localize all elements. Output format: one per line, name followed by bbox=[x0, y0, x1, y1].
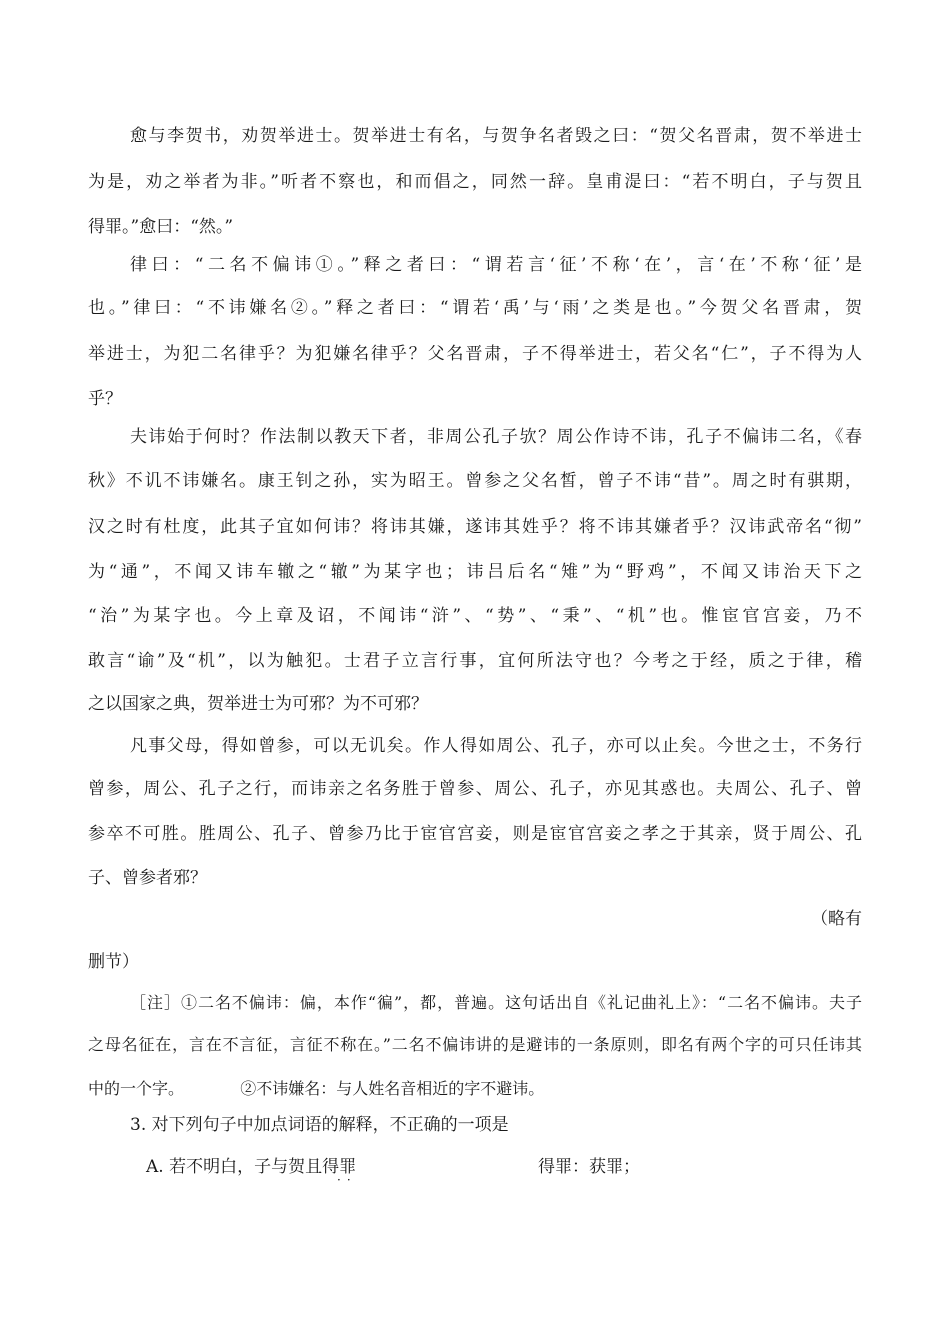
abridged-note-part-2: 删节） bbox=[88, 952, 139, 972]
paragraph-2-line-3: 举进士，为犯二名律乎？为犯嫌名律乎？父名晋肃，子不得举进士，若父名“仁”，子不得为人 bbox=[88, 344, 862, 364]
emphasis-dots: ·· bbox=[337, 1173, 357, 1187]
paragraph-3-line-2: 秋》不讥不讳嫌名。康王钊之孙，实为昭王。曾参之父名皙，曾子不讳“昔”。周之时有骐期， bbox=[88, 471, 862, 491]
paragraph-3-line-7: 之以国家之典，贺举进士为可邪？为不可邪？ bbox=[88, 694, 428, 714]
paragraph-4-line-3: 参卒不可胜。胜周公、孔子、曾参乃比于宦官宫妾，则是宦官宫妾之孝之于其亲，贤于周公、孔 bbox=[88, 824, 862, 844]
question-option-a-gloss: 得罪：获罪； bbox=[538, 1157, 640, 1177]
paragraph-2-line-4: 乎？ bbox=[88, 389, 122, 409]
paragraph-4-line-2: 曾参，周公、孔子之行，而讳亲之名务胜于曾参、周公、孔子，亦见其惑也。夫周公、孔子、曾 bbox=[88, 779, 862, 799]
paragraph-4-line-4: 子、曾参者邪？ bbox=[88, 868, 207, 888]
question-option-a-sentence: A. 若不明白，子与贺且得罪 bbox=[146, 1157, 357, 1177]
paragraph-3-line-3: 汉之时有杜度，此其子宜如何讳？将讳其嫌，遂讳其姓乎？将不讳其嫌者乎？汉讳武帝名“彻” bbox=[88, 517, 862, 537]
paragraph-4-line-1: 凡事父母，得如曾参，可以无讥矣。作人得如周公、孔子，亦可以止矣。今世之士，不务行 bbox=[130, 736, 862, 756]
annotation-line-2: 之母名征在，言在不言征，言征不称在。”二名不偏讳讲的是避讳的一条原则，即名有两个字的可只任讳其 bbox=[88, 1035, 862, 1054]
annotation-line-3 bbox=[88, 1078, 862, 1100]
annotation-line-1: ［注］①二名不偏讳：偏，本作“徧”，都，普遍。这句话出自《礼记曲礼上》：“二名不偏讳。夫子 bbox=[130, 993, 862, 1012]
paragraph-1-line-1: 愈与李贺书，劝贺举进士。贺举进士有名，与贺争名者毁之曰：“贺父名晋肃，贺不举进士 bbox=[130, 126, 862, 146]
paragraph-3-line-4: 为“通”，不闻又讳车辙之“辙”为某字也；讳吕后名“雉”为“野鸡”，不闻又讳治天下之 bbox=[88, 562, 862, 582]
annotation-line-3-part-a: 中的一个字。 bbox=[88, 1079, 185, 1098]
paragraph-3-line-1: 夫讳始于何时？作法制以教天下者，非周公孔子欤？周公作诗不讳，孔子不偏讳二名，《春 bbox=[130, 427, 862, 447]
annotation-line-3-part-b: ②不讳嫌名：与人姓名音相近的字不避讳。 bbox=[240, 1079, 545, 1098]
paragraph-2-line-2: 也。”律曰：“不讳嫌名②。”释之者曰：“谓若‘禹’与‘雨’之类是也。”今贺父名晋肃，贺 bbox=[88, 298, 862, 318]
abridged-note-part-1: （略有 bbox=[811, 909, 862, 929]
paragraph-3-line-5: “治”为某字也。今上章及诏，不闻讳“浒”、“势”、“秉”、“机”也。惟宦官宫妾，乃不 bbox=[88, 606, 862, 626]
paragraph-1-line-2: 为是，劝之举者为非。”听者不察也，和而倡之，同然一辞。皇甫湜曰：“若不明白，子与贺且 bbox=[88, 172, 862, 192]
paragraph-3-line-6: 敢言“谕”及“机”，以为触犯。士君子立言行事，宜何所法守也？今考之于经，质之于律，稽 bbox=[88, 651, 862, 671]
paragraph-2-line-1: 律曰：“二名不偏讳①。”释之者曰：“谓若言‘征’不称‘在’，言‘在’不称‘征’是 bbox=[130, 255, 862, 275]
question-stem: 3. 对下列句子中加点词语的解释，不正确的一项是 bbox=[130, 1115, 509, 1135]
paragraph-1-line-3: 得罪。”愈曰：“然。” bbox=[88, 217, 234, 237]
